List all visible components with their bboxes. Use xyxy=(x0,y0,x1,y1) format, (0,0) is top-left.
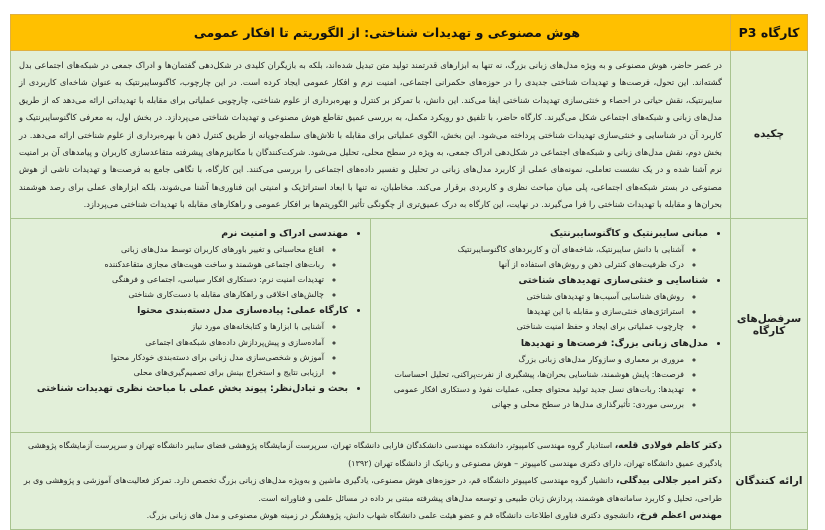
presenter-bio: دانشیار گروه مهندسی کامپیوتر دانشگاه قم، در حوزه‌های هوش مصنوعی، یادگیری ماشین و به‌ویژه مدل‌های زبانی بزرگ تخصص دارد. تمرکز فعالیت‌های آموزشی و پژوهشی وی بر طراحی، تحلیل و کاربرد سامانه‌های هوشمند، پردازش زبان طبیعی و توسعه مدل‌های پیشرفته مبتنی بر داده در مسائل علمی و فناورانه است. xyxy=(23,475,722,503)
workshop-table xyxy=(10,14,808,530)
outline-subitem: ◦ بررسی موردی: تأثیرگذاری مدل‌ها در سطح محلی و جهانی xyxy=(371,397,684,412)
outline-subitem: ◦ آموزش و شخصی‌سازی مدل زبانی برای دسته‌بندی خودکار محتوا xyxy=(11,350,324,365)
outline-cell xyxy=(11,218,731,432)
outline-section-title: کارگاه عملی: پیاده‌سازی مدل دسته‌بندی محتوا xyxy=(137,305,348,317)
outline-subitem: ◦ مروری بر معماری و سازوکار مدل‌های زبانی بزرگ xyxy=(371,352,684,367)
presenter-name: دکتر امیر جلالی بیدگلی، xyxy=(616,475,722,486)
outline-section-title: بحث و تبادل‌نظر: پیوند بخش عملی با مباحث نظری تهدیدات شناختی xyxy=(36,383,348,395)
outline-section xyxy=(371,272,708,335)
workshop-title: هوش مصنوعی و تهدیدات شناختی: از الگوریتم تا افکار عمومی xyxy=(11,15,731,51)
outline-label: سرفصل‌های کارگاه xyxy=(731,218,808,432)
outline-subitems xyxy=(371,289,708,335)
outline-section xyxy=(11,225,348,303)
presenter-name: دکتر کاظم فولادی قلعه، xyxy=(614,440,722,451)
outline-subitem: ◦ آماده‌سازی و پیش‌پردازش داده‌های شبکه‌های اجتماعی xyxy=(11,335,324,350)
outline-subitem: ◦ ربات‌های اجتماعی هوشمند و ساخت هویت‌های مجازی متقاعدکننده xyxy=(11,257,324,272)
outline-subitem: ◦ آشنایی با دانش سایبرنتیک، شاخه‌های آن و کاربردهای کاگنوسایبرنتیک xyxy=(371,242,684,257)
outline-section xyxy=(11,380,348,397)
workshop-code: کارگاه P3 xyxy=(731,15,808,51)
presenter xyxy=(19,437,722,472)
outline-subitem: ◦ چالش‌های اخلاقی و راهکارهای مقابله با دست‌کاری شناختی xyxy=(11,287,324,302)
presenter xyxy=(19,507,722,525)
presenters-label: ارائه کنندگان xyxy=(731,432,808,529)
outline-subitem: ◦ فرصت‌ها: پایش هوشمند، شناسایی بحران‌ها، پیشگیری از نفرت‌پراکنی، تحلیل احساسات xyxy=(371,367,684,382)
outline-subitem: ◦ آشنایی با ابزارها و کتابخانه‌های مورد نیاز xyxy=(11,319,324,334)
presenters-row xyxy=(11,432,808,529)
outline-section-title: مدل‌های زبانی بزرگ: فرصت‌ها و تهدیدها xyxy=(520,337,708,349)
outline-subitems xyxy=(371,242,708,272)
outline-subitems xyxy=(11,319,348,380)
outline-subitem: ◦ درک ظرفیت‌های کنترلی ذهن و روش‌های استفاده از آنها xyxy=(371,257,684,272)
outline-left-column xyxy=(11,219,370,432)
outline-subitem: ◦ ارزیابی نتایج و استخراج بینش برای تصمیم‌گیری‌های محلی xyxy=(11,365,324,380)
outline-subitem: ◦ روش‌های شناسایی آسیب‌ها و تهدیدهای شناختی xyxy=(371,289,684,304)
presenter-bio: استادیار گروه مهندسی کامپیوتر، دانشکده مهندسی دانشکدگان فارابی دانشگاه تهران، سرپرست آزمایشگاه پژوهشی فضای سایبر دانشگاه تهران و سرپرست آزمایشگاه پژوهشی یادگیری عمیق دانشگاه تهران، دارای دکتری مهندسی کامپیوتر – هوش مصنوعی و رباتیک از دانشگاه تهران (۱۳۹۲) xyxy=(27,440,722,468)
presenters-cell xyxy=(11,432,731,529)
outline-section xyxy=(11,302,348,380)
outline-section-title: مهندسی ادراک و امنیت نرم xyxy=(221,227,348,239)
presenter-bio: دانشجوی دکتری فناوری اطلاعات دانشگاه قم و عضو هیئت علمی دانشگاه شهاب دانش، پژوهشگر در زمینه هوش مصنوعی و مدل های زبانی بزرگ. xyxy=(146,510,637,520)
outline-section-title: شناسایی و خنثی‌سازی تهدیدهای شناختی xyxy=(518,275,708,287)
outline-row xyxy=(11,218,808,432)
abstract-text: در عصر حاضر، هوش مصنوعی و به ویژه مدل‌های زبانی بزرگ، نه تنها به ابزارهای قدرتمند تولید متن تبدیل شده‌اند، بلکه به بازیگران کلیدی در شکل‌دهی گفتمان‌ها و ادراک جمعی در شبکه‌های اجتماعی بدل گشته‌اند. این تحول، فرصت‌ها و تهدیدات شناختی جدیدی را در حوزه‌های حکمرانی اجتماعی، امنیت نرم و افکار عمومی ایجاد کرده است. در این چارچوب، کاگنوسایبرنتیک به عنوان شاخه‌ای کاربردی از سایبرنتیک، نقش حیاتی در احصاء و خنثی‌سازی تهدیدات شناختی ایفا می‌کند. این دانش، با تمرکز بر کنترل و بهره‌برداری از علوم شناختی، چارچوبی عملیاتی برای مقابله با تهدیداتی ارائه می‌دهد که از طریق مدل‌های زبانی و شبکه‌های اجتماعی شکل می‌گیرند. کارگاه حاضر، با تلفیق دو رویکرد مکمل، به بررسی عمیق تقاطع هوش مصنوعی و تهدیدات شناختی می‌پردازد. در بخش اول، به معرفی کاگنوسایبرنتیک و کاربرد آن در شناسایی و خنثی‌سازی تهدیدات شناختی پرداخته می‌شود. این بخش، الگوی عملیاتی برای مقابله با تلاش‌های سلطه‌جویانه از طریق کنترل ذهن با بهره‌برداری از علوم شناختی ارائه می‌دهد. در بخش دوم، نقش مدل‌های زبانی و شبکه‌های اجتماعی در شکل‌دهی ادراک جمعی، به ویژه در سطح محلی، تحلیل می‌شود. شرکت‌کنندگان با مکانیزم‌های پیشرفته متقاعدسازی کاربران و پیامدهای آن بر امنیت نرم آشنا شده و در یک نشست تعاملی، نمونه‌های عملی از کاربرد مدل‌های زبانی در تحلیل و تفسیر داده‌های اجتماعی را بررسی می‌کنند. این کارگاه، با نگاهی جامع به فرصت‌ها و تهدیدات ناشی از هوش مصنوعی در بستر شبکه‌های اجتماعی، پلی میان مباحث نظری و کاربردی برقرار می‌کند. مخاطبان، نه تنها با ابعاد استراتژیک و امنیتی این فناوری‌ها آشنا می‌شوند، بلکه ابزارهای عملی برای رصد هوشمند بحران‌ها و مقابله با تهدیدات شناختی را فرا می‌گیرند. در نهایت، این کارگاه به درک عمیق‌تری از چگونگی تأثیر الگوریتم‌ها بر افکار عمومی و راهکارهای مقابله با تهدیدات شناختی می‌پردازد. xyxy=(11,51,731,219)
outline-section xyxy=(371,335,708,413)
outline-section-title: مبانی سایبرنتیک و کاگنوسایبرنتیک xyxy=(550,227,708,239)
outline-subitems xyxy=(11,242,348,303)
outline-section xyxy=(371,225,708,272)
abstract-label: چکیده xyxy=(731,51,808,219)
outline-subitems xyxy=(371,352,708,413)
abstract-row xyxy=(11,51,808,219)
outline-right-column xyxy=(370,219,730,432)
outline-subitem: ◦ تهدیدات امنیت نرم: دستکاری افکار سیاسی، اجتماعی و فرهنگی xyxy=(11,272,324,287)
outline-subitem: ◦ تهدیدها: ربات‌های نسل جدید تولید محتوای جعلی، عملیات نفوذ و دستکاری افکار عمومی xyxy=(371,382,684,397)
presenter-name: مهندس اعظم فرخ، xyxy=(636,510,722,521)
outline-subitem: ◦ چارچوب عملیاتی برای ایجاد و حفظ امنیت شناختی xyxy=(371,319,684,334)
presenter xyxy=(19,472,722,507)
outline-subitem: ◦ استراتژی‌های خنثی‌سازی و مقابله با این تهدیدها xyxy=(371,304,684,319)
outline-subitem: ◦ اقناع محاسباتی و تغییر باورهای کاربران توسط مدل‌های زبانی xyxy=(11,242,324,257)
header-row xyxy=(11,15,808,51)
